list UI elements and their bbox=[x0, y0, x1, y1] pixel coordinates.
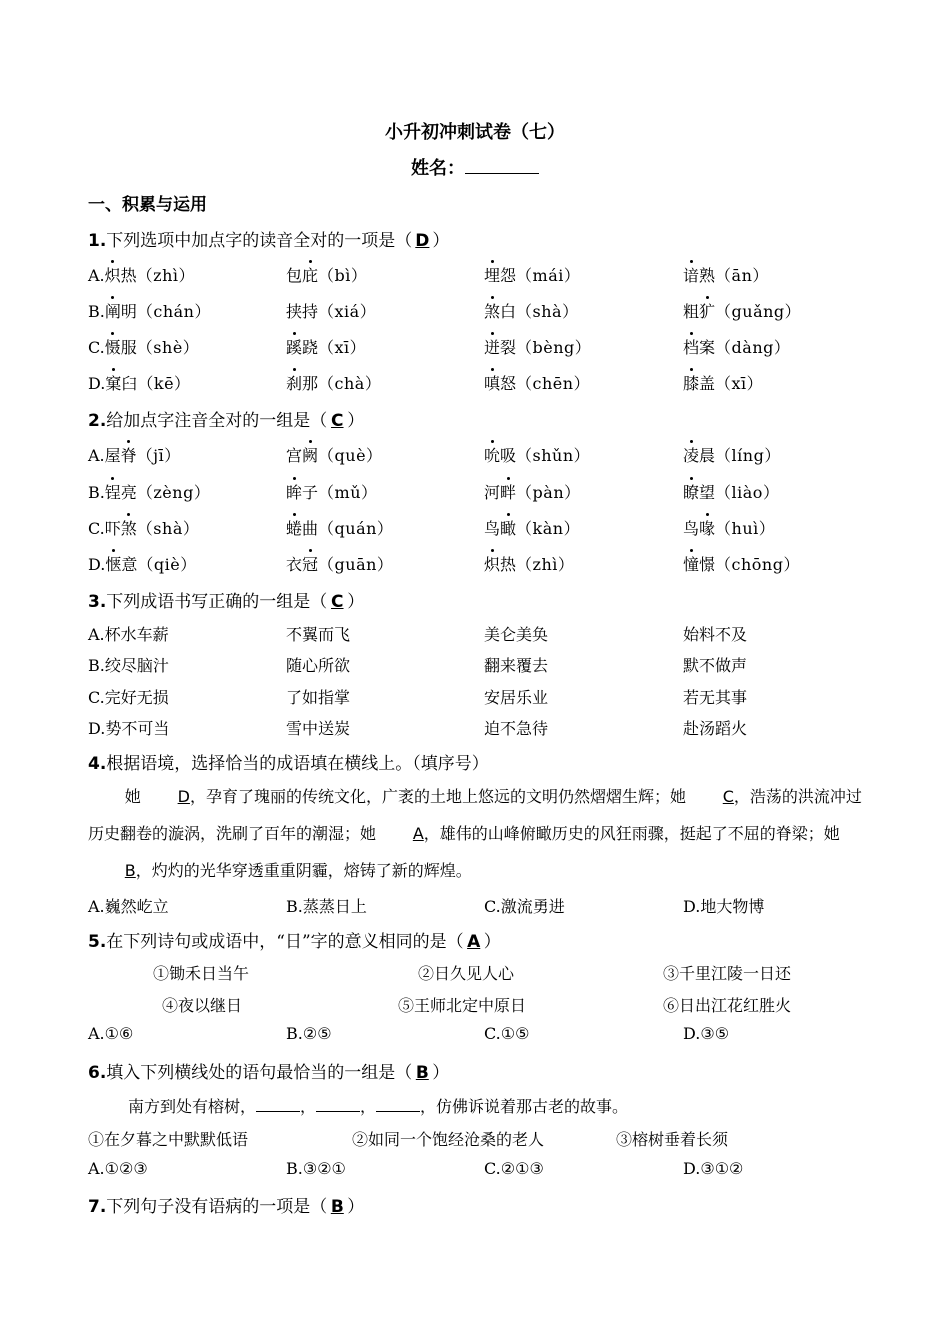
question-4 bbox=[88, 749, 489, 774]
section-heading: 一、积累与运用 bbox=[88, 195, 207, 215]
item-row: ④夜以继日 ⑤王师北定中原日 ⑥日出江花红胜火 bbox=[162, 996, 792, 1015]
answer: C bbox=[331, 592, 344, 612]
fill-blank[interactable] bbox=[256, 1097, 300, 1112]
question-number: 6. bbox=[88, 1063, 107, 1083]
question-7: 7.下列句子没有语病的一项是（ B ） bbox=[88, 1197, 365, 1217]
option-row: A.炽热（zhì） 包庇（bì） 埋怨（mái） 谙熟（ān） bbox=[88, 266, 769, 285]
name-field-row bbox=[0, 154, 950, 180]
question-number: 4. bbox=[88, 754, 107, 774]
fill-blank[interactable]: A bbox=[412, 824, 424, 843]
option-row: D.惬意（qiè） 衣冠（guān） 炽热（zhì） 憧憬（chōng） bbox=[88, 555, 800, 574]
option-row: A.①⑥ B.②⑤ C.①⑤ D.③⑤ bbox=[88, 1024, 730, 1043]
option-row: C.完好无损 了如指掌 安居乐业 若无其事 bbox=[88, 688, 748, 707]
question-number: 3. bbox=[88, 592, 107, 612]
option-row: D.势不可当 雪中送炭 迫不急待 赴汤蹈火 bbox=[88, 719, 748, 738]
fill-blank[interactable]: D bbox=[177, 787, 190, 806]
fill-blank[interactable]: C bbox=[722, 787, 734, 806]
question-number: 7. bbox=[88, 1197, 107, 1217]
choice-row: ①在夕暮之中默默低语 ②如同一个饱经沧桑的老人 ③榕树垂着长须 bbox=[88, 1130, 729, 1149]
question-2: 2.给加点字注音全对的一组是（ C ） bbox=[88, 411, 365, 431]
option-row: A.①②③ B.③②① C.②①③ D.③①② bbox=[88, 1159, 744, 1178]
option-row: C.慑服（shè） 蹊跷（xī） 迸裂（bèng） 档案（dàng） bbox=[88, 338, 791, 357]
question-number: 5. bbox=[88, 932, 107, 952]
question-text: 下列成语书写正确的一组是（ bbox=[106, 592, 328, 612]
passage: 她 D，孕育了瑰丽的传统文化，广袤的土地上悠远的文明仍然熠熠生辉；她 C，浩荡的洪流冲过历史翻卷的漩涡，洗刷了百年的潮湿；她 A，雄伟的山峰俯瞰历史的风狂雨骤，挺起了不屈的脊梁；她B，灼灼的光华穿透重重阴霾，熔铸了新的辉煌。 bbox=[88, 778, 863, 889]
sentence: 南方到处有榕树， ， ， ，仿佛诉说着那古老的故事。 bbox=[128, 1097, 629, 1116]
question-text: 下列句子没有语病的一项是（ bbox=[106, 1197, 328, 1217]
option-row: A.杯水车薪 不翼而飞 美仑美奂 始料不及 bbox=[88, 625, 748, 644]
name-label: 姓名： bbox=[411, 158, 465, 179]
name-blank[interactable] bbox=[465, 155, 539, 174]
question-number: 1. bbox=[88, 231, 107, 251]
option-row: D.窠臼（kē） 刹那（chà） 嗔怒（chēn） 膝盖（xī） bbox=[88, 374, 764, 393]
answer: D bbox=[415, 231, 430, 251]
item-row: ①锄禾日当午 ②日久见人心 ③千里江陵一日还 bbox=[153, 964, 792, 983]
option-row: B.锃亮（zèng） 眸子（mǔ） 河畔（pàn） 瞭望（liào） bbox=[88, 483, 780, 502]
answer: B bbox=[330, 1197, 344, 1217]
answer: A bbox=[467, 932, 481, 952]
question-3: 3.下列成语书写正确的一组是（ C ） bbox=[88, 592, 365, 612]
option-row: A.巍然屹立 B.蒸蒸日上 C.激流勇进 D.地大物博 bbox=[88, 897, 765, 916]
option-row: B.绞尽脑汁 随心所欲 翻来覆去 默不做声 bbox=[88, 656, 748, 675]
question-6: 6.填入下列横线处的语句最恰当的一组是（ B ） bbox=[88, 1063, 450, 1083]
question-1: 1.下列选项中加点字的读音全对的一项是（ D ） bbox=[88, 231, 450, 251]
question-number: 2. bbox=[88, 411, 107, 431]
option-row: C.吓煞（shà） 蜷曲（quán） 鸟瞰（kàn） 鸟喙（huì） bbox=[88, 519, 776, 538]
question-text: 根据语境，选择恰当的成语填在横线上。（填序号） bbox=[106, 754, 489, 774]
answer: C bbox=[331, 411, 344, 431]
fill-blank[interactable]: B bbox=[124, 861, 136, 880]
question-5: 5.在下列诗句或成语中，“日”字的意义相同的是（ A ） bbox=[88, 932, 501, 952]
fill-blank[interactable] bbox=[376, 1097, 420, 1112]
question-text: 在下列诗句或成语中，“日”字的意义相同的是（ bbox=[106, 932, 464, 952]
fill-blank[interactable] bbox=[316, 1097, 360, 1112]
answer: B bbox=[415, 1063, 429, 1083]
option-row: A.屋脊（jī） 宫阙（què） 吮吸（shǔn） 凌晨（líng） bbox=[88, 446, 781, 465]
question-text: 下列选项中加点字的读音全对的一项是（ bbox=[106, 231, 413, 251]
question-text: 给加点字注音全对的一组是（ bbox=[106, 411, 328, 431]
exam-title: 小升初冲刺试卷（七） bbox=[385, 122, 565, 143]
question-text: 填入下列横线处的语句最恰当的一组是（ bbox=[106, 1063, 413, 1083]
option-row: B.阐明（chán） 挟持（xiá） 煞白（shà） 粗犷（guǎng） bbox=[88, 302, 802, 321]
